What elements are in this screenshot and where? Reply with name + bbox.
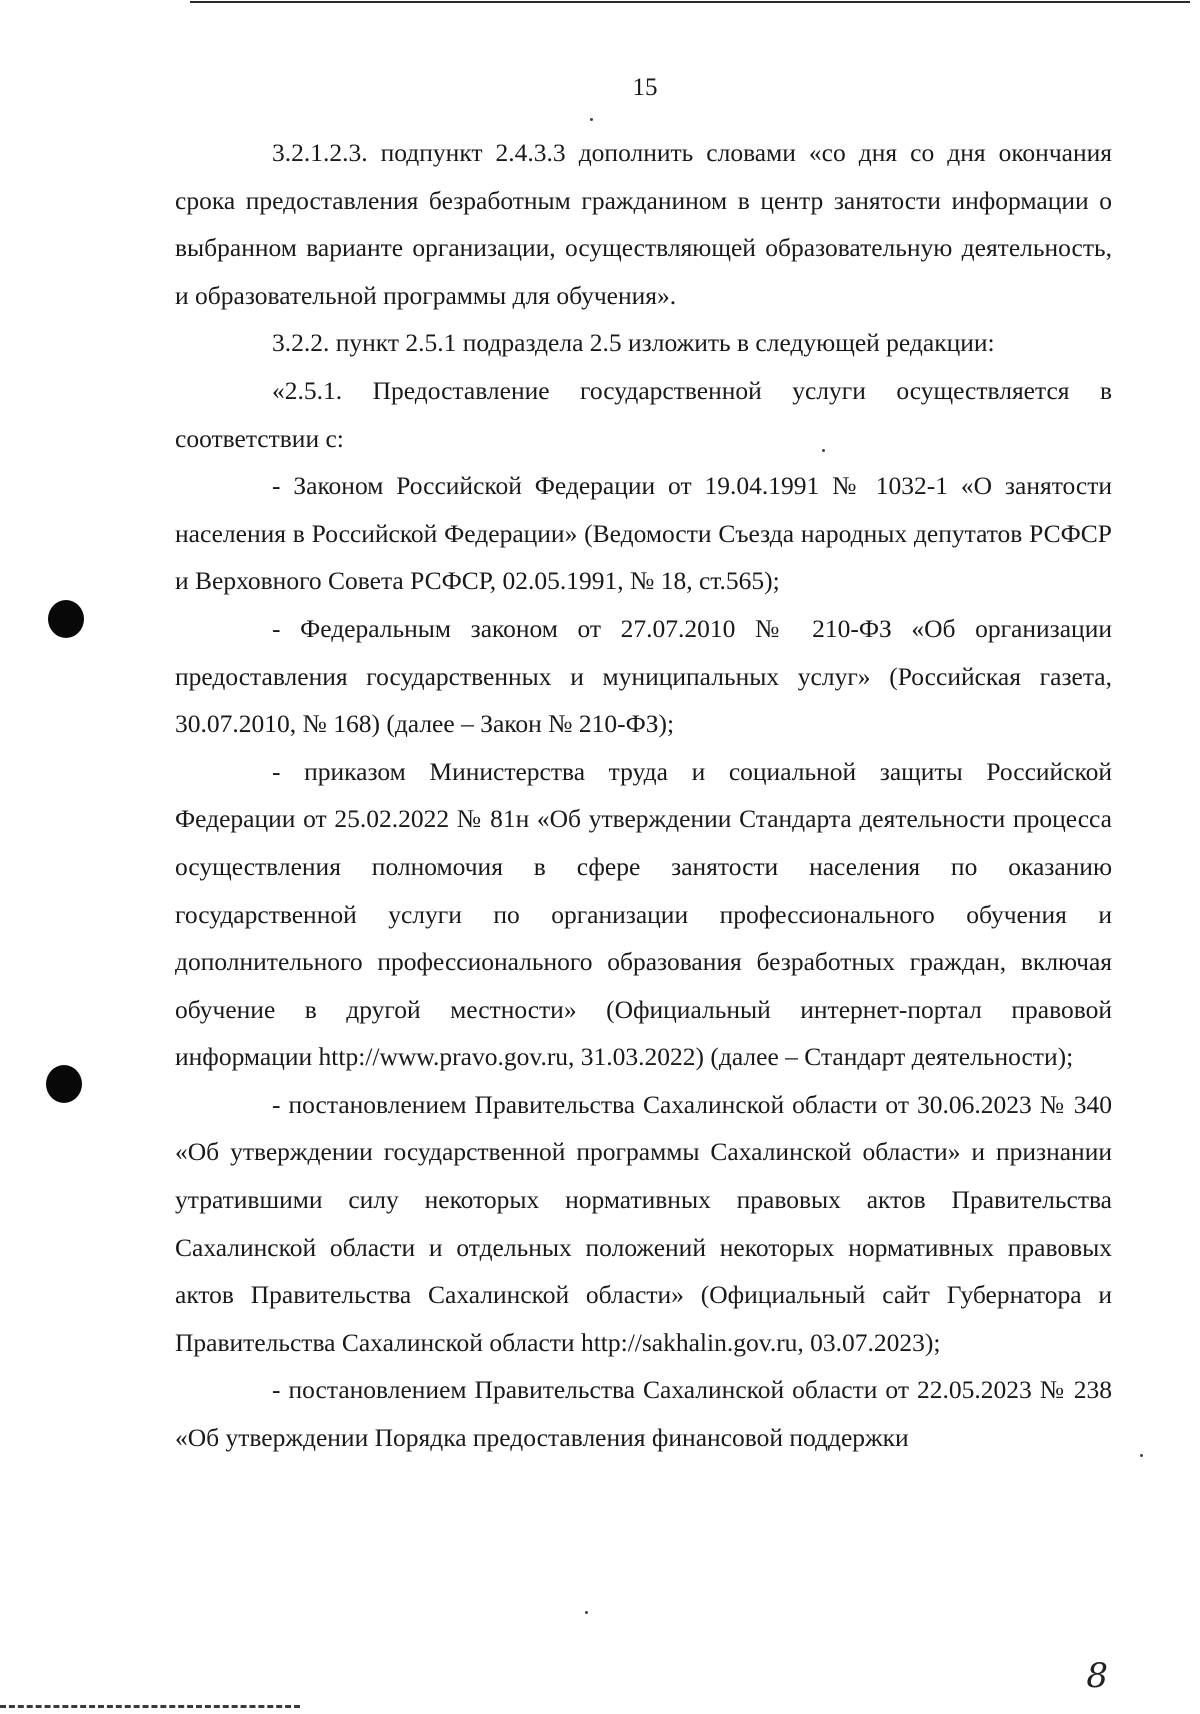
punch-hole-lower [46, 1065, 82, 1103]
paragraph-3-2-1-2-3: 3.2.1.2.3. подпункт 2.4.3.3 дополнить словами «со дня со дня окончания срока предоставления безработным гражданином в центр занятости информации о выбранном варианте организации, осуществляющей образовательную деятельность, и образовательной программы для обучения». [175, 138, 1112, 310]
list-item-resolution-340: - постановлением Правительства Сахалинской области от 30.06.2023 № 340 «Об утверждении государственной программы Сахалинской области» и признании утратившими силу некоторых нормативных правовых актов Правительства Сахалинской области и отдельных положений некоторых нормативных правовых актов Правительства Сахалинской области» (Официальный сайт Губернатора и Правительства Сахалинской области http://sakhalin.gov.ru, 03.07.2023); [175, 1089, 1112, 1357]
page-number: 15 [632, 74, 658, 101]
list-item-federal-law-210: - Федеральным законом от 27.07.2010 № 210-ФЗ «Об организации предоставления государственных и муниципальных услуг» (Российская газета, 30.07.2010, № 168) (далее – Закон № 210-ФЗ); [175, 613, 1112, 739]
list-item-resolution-238: - постановлением Правительства Сахалинской области от 22.05.2023 № 238 «Об утверждении Порядка предоставления финансовой поддержки [175, 1375, 1112, 1453]
scan-speck [590, 118, 593, 121]
scan-speck [1140, 1454, 1143, 1457]
scan-border-bottom [0, 1705, 300, 1711]
scan-speck [585, 1611, 588, 1614]
paragraph-3-2-2: 3.2.2. пункт 2.5.1 подраздела 2.5 изложить в следующей редакции: [272, 328, 995, 358]
document-body [175, 129, 1112, 1462]
scan-border-top [190, 1, 1190, 3]
scan-speck [822, 449, 825, 452]
list-item-federal-law-1032-1: - Законом Российской Федерации от 19.04.1991 № 1032-1 «О занятости населения в Российской Федерации» (Ведомости Съезда народных депутатов РСФСР и Верховного Совета РСФСР, 02.05.1991, № 18, ст.565); [175, 471, 1112, 596]
paragraph-2-5-1: «2.5.1. Предоставление государственной услуги осуществляется в соответствии с: [175, 375, 1112, 453]
punch-hole-upper [48, 600, 84, 638]
handwritten-mark: 8 [1086, 1656, 1108, 1696]
list-item-order-81n: - приказом Министерства труда и социальной защиты Российской Федерации от 25.02.2022 № 81н «Об утверждении Стандарта деятельности процесса осуществления полномочия в сфере занятости населения по оказанию государственной услуги по организации профессионального обучения и дополнительного профессионального образования безработных граждан, включая обучение в другой местности» (Официальный интернет-портал правовой информации http://www.pravo.gov.ru, 31.03.2022) (далее – Стандарт деятельности); [175, 756, 1112, 1072]
